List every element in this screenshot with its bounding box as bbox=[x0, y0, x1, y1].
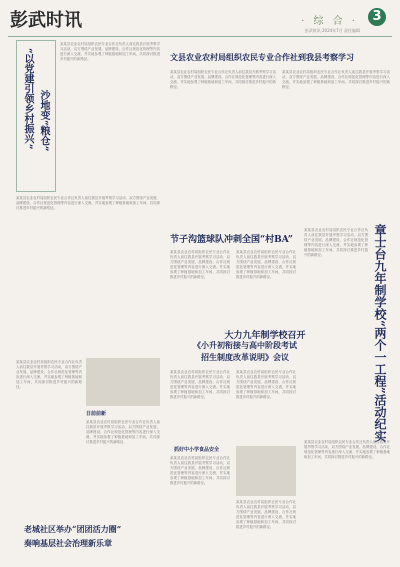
news-photo bbox=[86, 358, 160, 406]
article-body: 某某县农业农村局组织农民专业合作社负责人前往我县开展考察学习活动，双方围绕产业发展、品牌建设、合作社规范化管理等内容进行深入交流，并实地参观了种植基地和加工车间，共同探讨推进乡村振兴的新路径。 bbox=[304, 440, 390, 459]
right-vertical-title: 章士台九年制学校“两个一工程”活动纪实 bbox=[373, 224, 387, 442]
page-number: 3 bbox=[368, 8, 386, 26]
headline-center-line-2: 《小升初衔接与高中阶段考试 bbox=[193, 340, 297, 350]
section-label: · 综 合 · bbox=[301, 16, 358, 27]
headline-bottom-left-1: 老城社区举办“团团活力圈” bbox=[24, 524, 122, 534]
headline-basketball: 节子沟篮球队冲刺全国“村BA” bbox=[170, 235, 293, 245]
masthead-meta: 彭武时讯 2024年7月 责任编辑 bbox=[304, 28, 360, 33]
article-body: 某某县农业农村局组织农民专业合作社负责人前往我县开展考察学习活动，双方围绕产业发展、品牌建设、合作社规范化管理等内容进行深入交流，并实地参观了种植基地和加工车间，共同探讨推进乡村振兴的新路径。 bbox=[236, 370, 296, 399]
article-body: 某某县农业农村局组织农民专业合作社负责人前往我县开展考察学习活动，双方围绕产业发展、品牌建设、合作社规范化管理等内容进行深入交流，并实地参观了种植基地和加工车间，共同探讨推进乡村振兴的新路径。 bbox=[170, 370, 230, 399]
article-body: 某某县农业农村局组织农民专业合作社负责人前往我县开展考察学习活动，双方围绕产业发展、品牌建设、合作社规范化管理等内容进行深入交流，并实地参观了种植基地和加工车间，共同探讨推进乡村振兴的新路径。 bbox=[170, 456, 230, 485]
article-body: 某某县农业农村局组织农民专业合作社负责人前往我县开展考察学习活动，双方围绕产业发展、品牌建设、合作社规范化管理等内容进行深入交流，并实地参观了种植基地和加工车间，共同探讨推进乡村振兴的新路径。 bbox=[170, 70, 276, 89]
news-photo bbox=[236, 446, 296, 496]
header-rule bbox=[8, 36, 392, 37]
article-body: 某某县农业农村局组织农民专业合作社负责人前往我县开展考察学习活动，双方围绕产业发展、品牌建设、合作社规范化管理等内容进行深入交流，并实地参观了种植基地和加工车间，共同探讨推进乡村振兴的新路径。 bbox=[282, 70, 390, 89]
article-body: 某某县农业农村局组织农民专业合作社负责人前往我县开展考察学习活动，双方围绕产业发展、品牌建设、合作社规范化管理等内容进行深入交流，并实地参观了种植基地和加工车间，共同探讨推进乡村振兴的新路径。 bbox=[60, 42, 160, 61]
photo-caption: 日前前新 bbox=[86, 411, 107, 417]
article-body: 某某县农业农村局组织农民专业合作社负责人前往我县开展考察学习活动，双方围绕产业发展、品牌建设、合作社规范化管理等内容进行深入交流，并实地参观了种植基地和加工车间，共同探讨推进乡村振兴的新路径。 bbox=[16, 196, 160, 210]
article-body: 某某县农业农村局组织农民专业合作社负责人前往我县开展考察学习活动，双方围绕产业发展、品牌建设、合作社规范化管理等内容进行深入交流，并实地参观了种植基地和加工车间，共同探讨推进乡村振兴的新路径。 bbox=[304, 228, 368, 257]
newspaper-logo bbox=[8, 6, 98, 32]
headline-center-line-1: 大力九年制学校召开 bbox=[224, 331, 306, 341]
masthead bbox=[8, 6, 392, 36]
left-feature-title: “以党建引领乡村振兴” bbox=[22, 48, 33, 150]
article-body: 某某县农业农村局组织农民专业合作社负责人前往我县开展考察学习活动，双方围绕产业发展、品牌建设、合作社规范化管理等内容进行深入交流，并实地参观了种植基地和加工车间，共同探讨推进乡村振兴的新路径。 bbox=[236, 250, 296, 279]
left-feature-subtitle: 沙地变“粮仓” bbox=[38, 90, 49, 152]
headline-center-line-3: 招生制度改革说明》会议 bbox=[201, 352, 289, 362]
article-body: 某某县农业农村局组织农民专业合作社负责人前往我县开展考察学习活动，双方围绕产业发展、品牌建设、合作社规范化管理等内容进行深入交流，并实地参观了种植基地和加工车间，共同探讨推进乡村振兴的新路径。 bbox=[86, 420, 160, 444]
headline-top-right: 文县农业农村局组织农民专业合作社到我县考察学习 bbox=[170, 52, 354, 62]
svg-text:彭武时讯: 彭武时讯 bbox=[10, 10, 82, 31]
headline-bottom-mid: 抓好中小学食品安全 bbox=[174, 447, 220, 453]
headline-bottom-left-2: 奏响基层社会治理新乐章 bbox=[24, 538, 112, 548]
article-body: 某某县农业农村局组织农民专业合作社负责人前往我县开展考察学习活动，双方围绕产业发展、品牌建设、合作社规范化管理等内容进行深入交流，并实地参观了种植基地和加工车间，共同探讨推进乡村振兴的新路径。 bbox=[16, 360, 82, 389]
article-body: 某某县农业农村局组织农民专业合作社负责人前往我县开展考察学习活动，双方围绕产业发展、品牌建设、合作社规范化管理等内容进行深入交流，并实地参观了种植基地和加工车间，共同探讨推进乡村振兴的新路径。 bbox=[170, 250, 230, 279]
article-body: 某某县农业农村局组织农民专业合作社负责人前往我县开展考察学习活动，双方围绕产业发展、品牌建设、合作社规范化管理等内容进行深入交流，并实地参观了种植基地和加工车间，共同探讨推进乡村振兴的新路径。 bbox=[236, 500, 296, 529]
